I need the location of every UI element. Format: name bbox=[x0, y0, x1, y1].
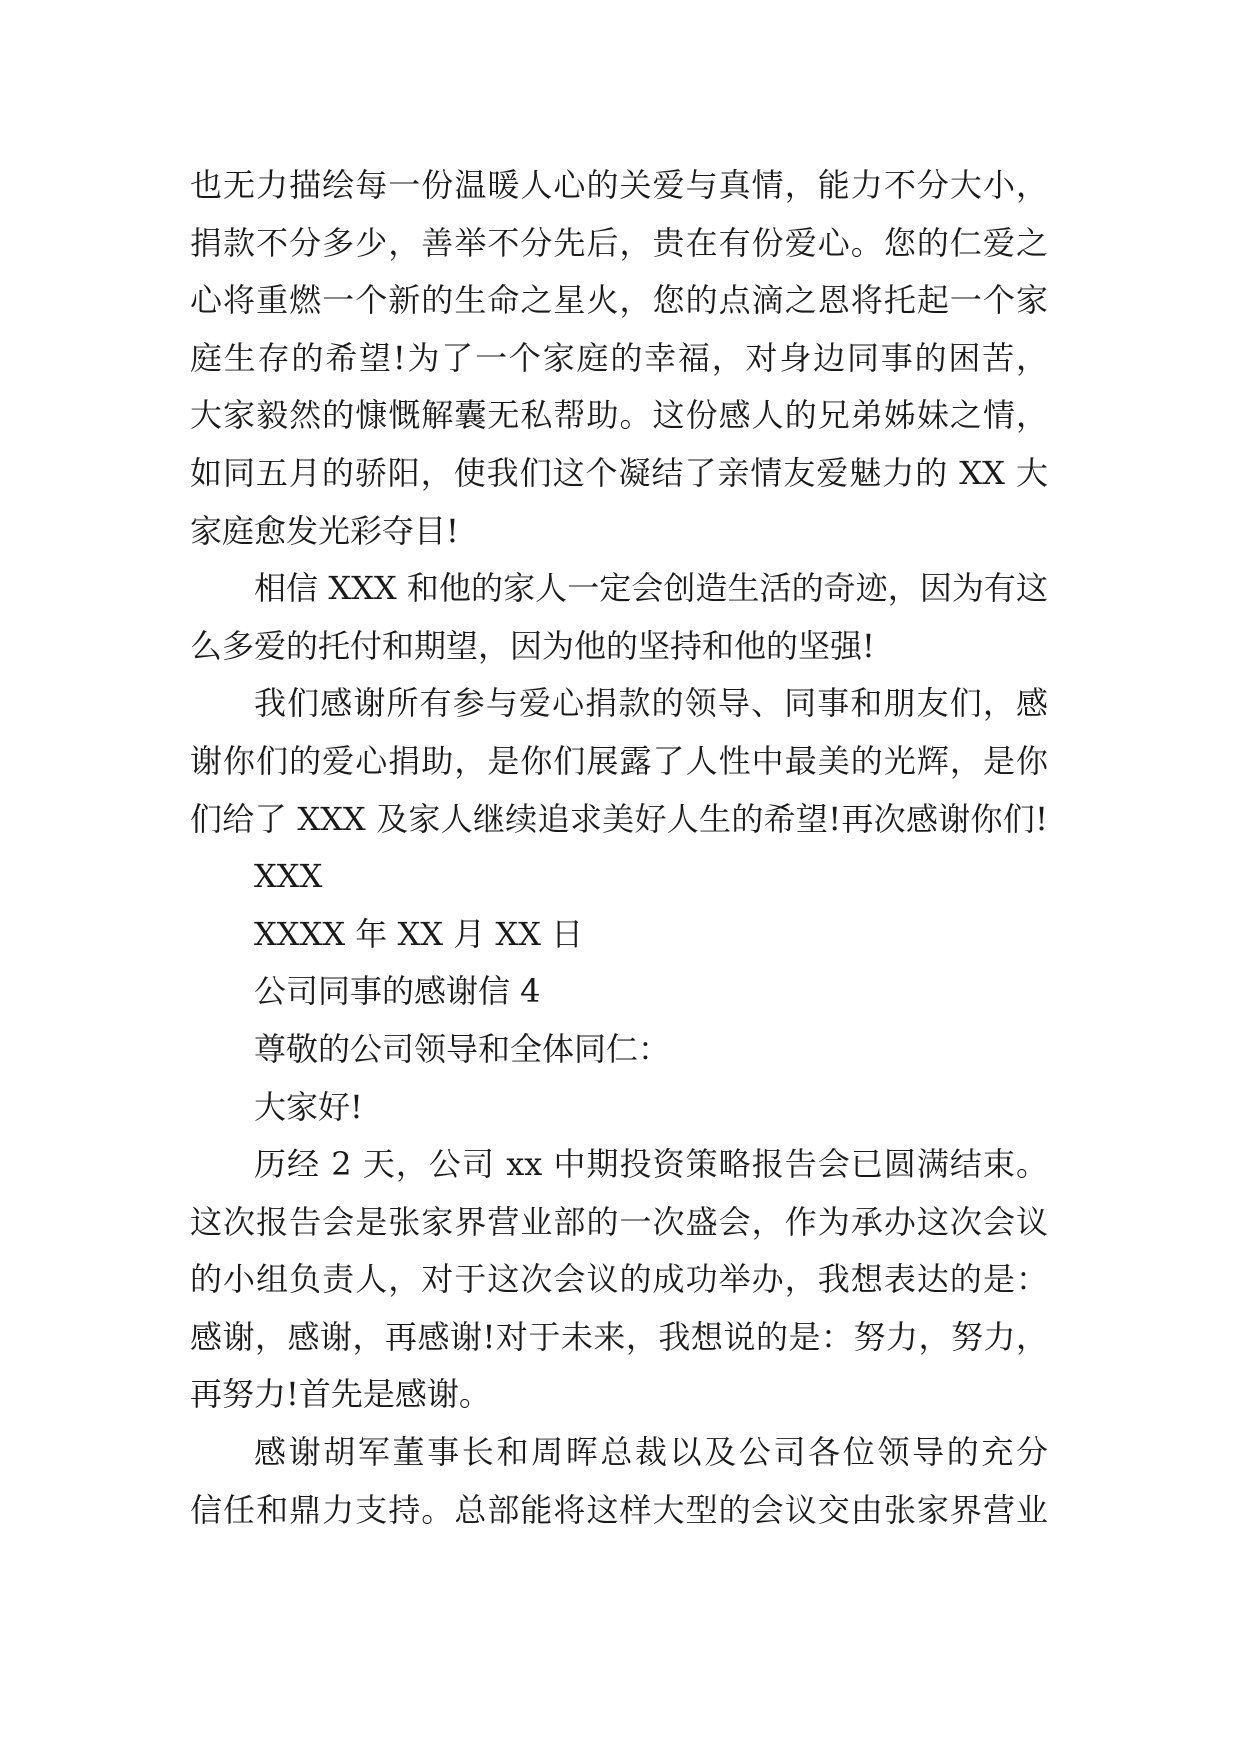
text-line: 我们感谢所有参与爱心捐款的领导、同事和朋友们，感 bbox=[254, 684, 1048, 723]
text-line: 捐款不分多少，善举不分先后，贵在有份爱心。您的仁爱之 bbox=[190, 223, 1048, 262]
text-line: 信任和鼎力支持。总部能将这样大型的会议交由张家界营业 bbox=[190, 1490, 1048, 1529]
signature-date: XXXX 年 XX 月 XX 日 bbox=[254, 914, 584, 953]
text-line: 么多爱的托付和期望，因为他的坚持和他的坚强! bbox=[190, 626, 875, 665]
text-line: 庭生存的希望!为了一个家庭的幸福，对身边同事的困苦， bbox=[190, 338, 1048, 377]
text-line: 历经 2 天，公司 xx 中期投资策略报告会已圆满结束。 bbox=[254, 1145, 1048, 1184]
letter-body bbox=[190, 157, 1048, 1539]
text-line: 谢你们的爱心捐助，是你们展露了人性中最美的光辉，是你 bbox=[190, 741, 1048, 780]
text-line: 再努力!首先是感谢。 bbox=[190, 1375, 491, 1414]
greeting: 大家好! bbox=[254, 1087, 363, 1126]
text-line: 这次报告会是张家界营业部的一次盛会，作为承办这次会议 bbox=[190, 1202, 1048, 1241]
text-line: 感谢胡军董事长和周晖总裁以及公司各位领导的充分 bbox=[254, 1433, 1048, 1472]
text-line: 相信 XXX 和他的家人一定会创造生活的奇迹，因为有这 bbox=[254, 569, 1048, 608]
text-line: 的小组负责人，对于这次会议的成功举办，我想表达的是： bbox=[190, 1260, 1048, 1299]
text-line: 心将重燃一个新的生命之星火，您的点滴之恩将托起一个家 bbox=[190, 281, 1048, 320]
text-line: 家庭愈发光彩夺目! bbox=[190, 511, 459, 550]
section-title: 公司同事的感谢信 4 bbox=[254, 972, 541, 1011]
text-line: 大家毅然的慷慨解囊无私帮助。这份感人的兄弟姊妹之情， bbox=[190, 396, 1048, 435]
signature-name: XXX bbox=[254, 857, 323, 896]
text-line: 感谢，感谢，再感谢!对于未来，我想说的是：努力，努力， bbox=[190, 1317, 1048, 1356]
text-line: 也无力描绘每一份温暖人心的关爱与真情，能力不分大小， bbox=[190, 166, 1048, 204]
text-line: 们给了 XXX 及家人继续追求美好人生的希望!再次感谢你们! bbox=[190, 799, 1048, 838]
text-line: 如同五月的骄阳，使我们这个凝结了亲情友爱魅力的 XX 大 bbox=[190, 453, 1048, 492]
salutation: 尊敬的公司领导和全体同仁： bbox=[254, 1029, 671, 1068]
